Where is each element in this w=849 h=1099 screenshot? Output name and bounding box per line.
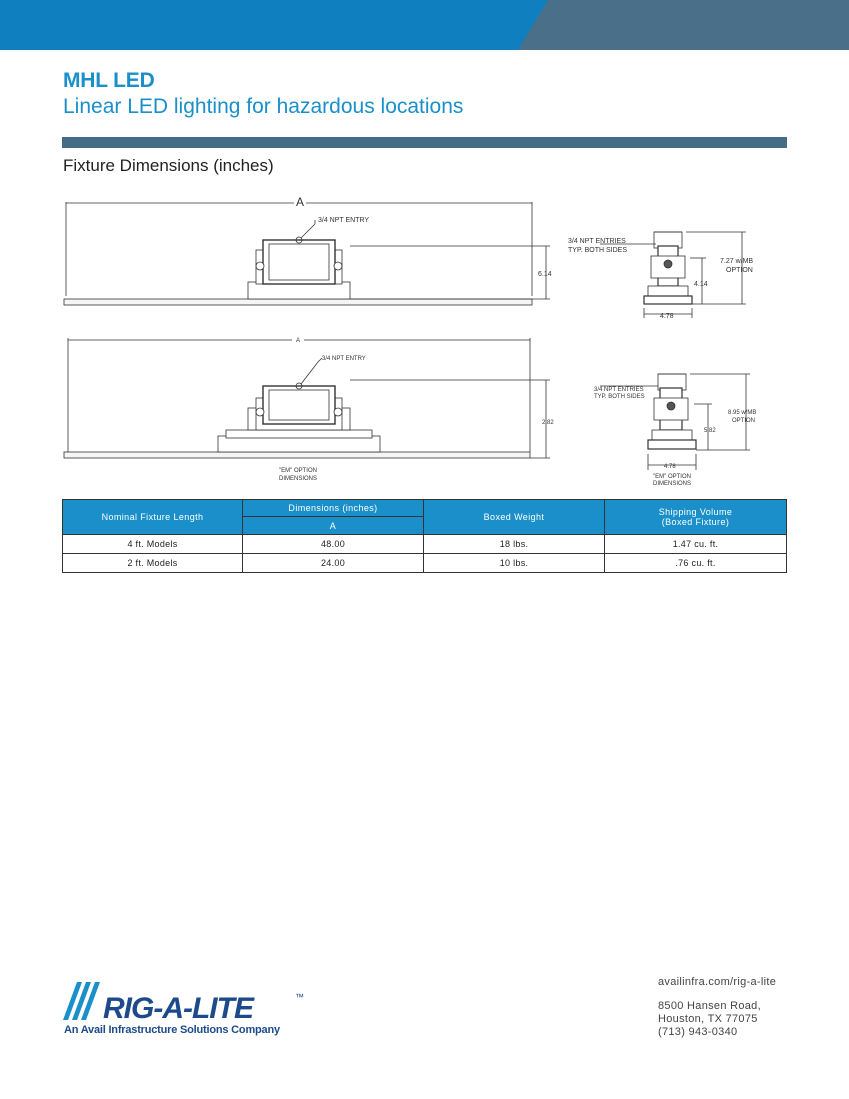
cell-dim-a: 48.00	[243, 535, 424, 554]
fixture-dimension-drawing	[60, 188, 790, 488]
fixture-drawing-standard	[64, 202, 550, 305]
npt-entries-label-em: 3/4 NPT ENTRIES	[594, 387, 644, 393]
page-title: MHL LED	[63, 69, 155, 92]
side-em-note-label: "EM" OPTION	[653, 474, 691, 480]
logo-slash-icon	[63, 982, 100, 1020]
top-banner	[0, 0, 849, 50]
cell-weight: 10 lbs.	[424, 554, 605, 573]
cell-volume: .76 cu. ft.	[605, 554, 787, 573]
website-link[interactable]: availinfra.com/rig-a-lite	[658, 976, 777, 988]
height-label: 6.14	[538, 271, 552, 278]
mb-height-label-em: 8.95 w/MB	[728, 410, 757, 416]
phone-number: (713) 943-0340	[658, 1026, 738, 1038]
side-width-label: 4.78	[660, 313, 674, 320]
npt-entries-sub-label: TYP. BOTH SIDES	[568, 247, 627, 254]
header-nominal-length: Nominal Fixture Length	[63, 500, 243, 535]
side-em-note-sub-label: DIMENSIONS	[652, 481, 692, 487]
side-width-label-em: 4.78	[664, 464, 676, 470]
mb-height-label: 7.27 w/MB	[720, 258, 754, 265]
header-dimensions: Dimensions (inches)	[243, 500, 424, 517]
address-line1: 8500 Hansen Road,	[658, 1000, 761, 1012]
npt-entry-label: 3/4 NPT ENTRY	[318, 217, 370, 224]
cell-dim-a: 24.00	[243, 554, 424, 573]
header-shipping-volume	[605, 500, 787, 535]
header-dim-a: A	[243, 517, 424, 535]
logo-tagline: An Avail Infrastructure Solutions Company	[64, 1024, 280, 1036]
logo-brand-text: RIG-A-LITE	[103, 992, 253, 1024]
side-height-label: 4.14	[694, 281, 708, 288]
cell-model: 4 ft. Models	[63, 535, 243, 554]
address-line2: Houston, TX 77075	[658, 1013, 758, 1025]
table-row	[63, 554, 787, 573]
header-boxed-weight: Boxed Weight	[424, 500, 605, 535]
em-note-label: "EM" OPTION	[279, 468, 317, 474]
logo-trademark: ™	[295, 992, 304, 1002]
mb-option-label: OPTION	[726, 267, 753, 274]
side-height-label-em: 5.82	[704, 428, 716, 434]
cell-volume: 1.47 cu. ft.	[605, 535, 787, 554]
dim-a-label: A	[295, 195, 305, 209]
npt-entry-label-em: 3/4 NPT ENTRY	[322, 356, 366, 362]
header-divider	[62, 137, 787, 148]
header-volume-line1: Shipping Volume	[658, 507, 733, 517]
rig-a-lite-logo	[63, 978, 313, 1024]
em-note-sub-label: DIMENSIONS	[278, 476, 318, 482]
dimensions-table	[62, 499, 787, 573]
cell-model: 2 ft. Models	[63, 554, 243, 573]
section-title: Fixture Dimensions (inches)	[63, 156, 274, 175]
fixture-drawing-em	[64, 338, 550, 458]
table-row	[63, 535, 787, 554]
mb-option-label-em: OPTION	[732, 418, 756, 424]
header-volume-line2: (Boxed Fixture)	[661, 517, 730, 527]
npt-entries-sub-label-em: TYP. BOTH SIDES	[594, 394, 645, 400]
height-label-em: 2.82	[542, 420, 554, 426]
cell-weight: 18 lbs.	[424, 535, 605, 554]
contact-block	[658, 976, 776, 1039]
page-subtitle: Linear LED lighting for hazardous locations	[63, 95, 464, 118]
npt-entries-label: 3/4 NPT ENTRIES	[568, 238, 626, 245]
dim-a-label-em: A	[295, 338, 301, 344]
